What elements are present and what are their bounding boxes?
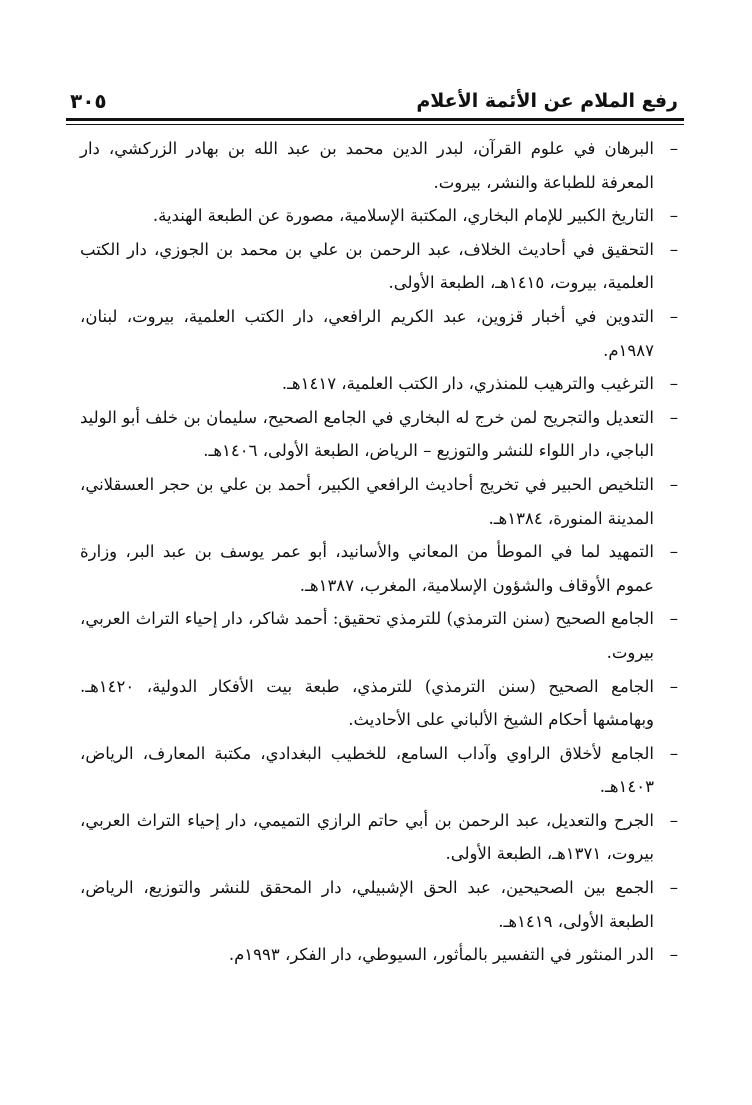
- bibliography-entry: [80, 602, 678, 669]
- page-number: ٣٠٥: [70, 89, 107, 113]
- entry-text: التحقيق في أحاديث الخلاف، عبد الرحمن بن علي بن محمد بن الجوزي، دار الكتب العلمية، بيروت، ١٤١٥هـ، الطبعة الأولى.: [80, 239, 654, 293]
- dash-bullet: –: [669, 407, 678, 427]
- bibliography-entry: [80, 132, 678, 199]
- dash-bullet: –: [669, 206, 678, 226]
- bibliography-entry: [80, 670, 678, 737]
- bibliography-entry: [80, 871, 678, 938]
- entry-text: الترغيب والترهيب للمنذري، دار الكتب العلمية، ١٤١٧هـ.: [281, 374, 654, 394]
- bibliography-entry: [80, 401, 678, 468]
- bibliography-entry: [80, 535, 678, 602]
- bibliography-entry: [80, 737, 678, 804]
- header-rule-thick: [66, 118, 684, 121]
- entry-text: التاريخ الكبير للإمام البخاري، المكتبة الإسلامية، مصورة عن الطبعة الهندية.: [152, 206, 654, 226]
- bibliography-entry: [80, 199, 678, 233]
- entry-text: التلخيص الحبير في تخريج أحاديث الرافعي الكبير، أحمد بن علي بن حجر العسقلاني، المدينة المنورة، ١٣٨٤هـ.: [80, 474, 654, 528]
- dash-bullet: –: [669, 542, 678, 562]
- entry-text: الجامع الصحيح (سنن الترمذي) للترمذي تحقيق: أحمد شاكر، دار إحياء التراث العربي، بيروت.: [80, 609, 654, 662]
- bibliography-entry: [80, 468, 678, 535]
- dash-bullet: –: [669, 374, 678, 394]
- dash-bullet: –: [669, 239, 678, 259]
- dash-bullet: –: [669, 609, 678, 629]
- bibliography-entry: [80, 367, 678, 401]
- entry-text: الجمع بين الصحيحين، عبد الحق الإشبيلي، دار المحقق للنشر والتوزيع، الرياض، الطبعة الأولى، ١٤١٩هـ.: [80, 878, 654, 931]
- bibliography-entry: [80, 804, 678, 871]
- bibliography-entry: [80, 938, 678, 972]
- dash-bullet: –: [669, 474, 678, 494]
- entry-text: التدوين في أخبار قزوين، عبد الكريم الرافعي، دار الكتب العلمية، بيروت، لبنان، ١٩٨٧م.: [80, 306, 654, 360]
- dash-bullet: –: [669, 878, 678, 898]
- dash-bullet: –: [669, 306, 678, 326]
- running-header: [70, 88, 678, 118]
- entry-text: الدر المنثور في التفسير بالمأثور، السيوطي، دار الفكر، ١٩٩٣م.: [228, 945, 654, 965]
- bibliography-list: [80, 132, 678, 972]
- entry-text: الجامع لأخلاق الراوي وآداب السامع، للخطيب البغدادي، مكتبة المعارف، الرياض، ١٤٠٣هـ.: [80, 743, 654, 797]
- header-rule-thin: [66, 124, 684, 125]
- entry-text: الجرح والتعديل، عبد الرحمن بن أبي حاتم الرازي التميمي، دار إحياء التراث العربي، بيروت، ١٣٧١هـ، الطبعة الأولى.: [80, 810, 654, 864]
- bibliography-entry: [80, 300, 678, 367]
- dash-bullet: –: [669, 810, 678, 830]
- dash-bullet: –: [669, 139, 678, 158]
- dash-bullet: –: [669, 676, 678, 696]
- entry-text: التمهيد لما في الموطأ من المعاني والأسانيد، أبو عمر يوسف بن عبد البر، وزارة عموم الأوقاف والشؤون الإسلامية، المغرب، ١٣٨٧هـ.: [80, 542, 654, 595]
- entry-text: التعديل والتجريح لمن خرج له البخاري في الجامع الصحيح، سليمان بن خلف أبو الوليد الباجي، دار اللواء للنشر والتوزيع – الرياض، الطبعة الأولى، ١٤٠٦هـ.: [80, 407, 654, 461]
- entry-text: الجامع الصحيح (سنن الترمذي) للترمذي، طبعة بيت الأفكار الدولية، ١٤٢٠هـ. وبهامشها أحكام الشيخ الألباني على الأحاديث.: [80, 676, 654, 730]
- dash-bullet: –: [669, 743, 678, 763]
- bibliography-entry: [80, 233, 678, 300]
- entry-text: البرهان في علوم القرآن، لبدر الدين محمد بن عبد الله بن بهادر الزركشي، دار المعرفة للطباعة والنشر، بيروت.: [80, 139, 654, 192]
- dash-bullet: –: [669, 945, 678, 965]
- book-title: رفع الملام عن الأئمة الأعلام: [416, 90, 678, 112]
